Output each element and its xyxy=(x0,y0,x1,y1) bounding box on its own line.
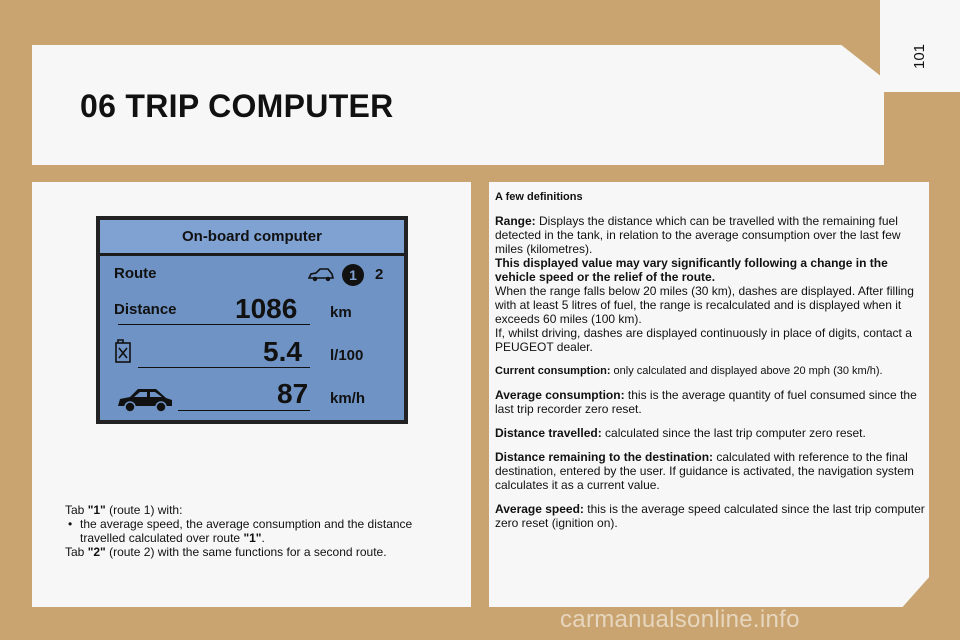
distance-travelled-definition: Distance travelled: calculated since the last trip computer zero reset. xyxy=(495,426,866,440)
distance-remaining-definition: Distance remaining to the destination: calculated with reference to the final destination, entered by the user. If guidance is activated, the navigation system calculates it as a current value. xyxy=(495,450,914,492)
average-speed-definition: Average speed: this is the average speed calculated since the last trip computer zero reset (ignition on). xyxy=(495,502,925,530)
consumption-value: 5.4 xyxy=(263,336,302,367)
distance-unit: km xyxy=(330,304,352,321)
caption-bullet-mark: • xyxy=(68,517,73,531)
caption-tab1: Tab "1" (route 1) with: xyxy=(65,503,183,517)
distance-underline xyxy=(118,324,310,325)
distance-value: 1086 xyxy=(235,293,298,324)
consumption-underline xyxy=(138,367,310,368)
range-warning: This displayed value may vary significantly following a change in the vehicle speed or the relief of the route. xyxy=(495,256,888,284)
average-consumption-definition: Average consumption: this is the average quantity of fuel consumed since the last trip recorder zero reset. xyxy=(495,388,917,416)
range-definition: Range: Displays the distance which can be travelled with the remaining fuel detected in the tank, in relation to the average consumption over the last few miles (kilometres). xyxy=(495,214,901,256)
page-number: 101 xyxy=(911,43,929,69)
watermark: carmanualsonline.info xyxy=(560,606,800,633)
definitions-heading: A few definitions xyxy=(495,191,583,203)
fuel-can-icon xyxy=(114,338,132,364)
route-1-badge[interactable]: 1 xyxy=(342,264,364,286)
route-label: Route xyxy=(114,265,157,282)
range-dealer-note: If, whilst driving, dashes are displayed continuously in place of digits, contact a PEUGEOT dealer. xyxy=(495,326,912,354)
car-side-icon xyxy=(116,386,174,414)
route-2-label[interactable]: 2 xyxy=(375,266,384,283)
consumption-unit: l/100 xyxy=(330,347,364,364)
distance-label: Distance xyxy=(114,301,177,318)
display-screen xyxy=(100,220,404,420)
page-title: 06 TRIP COMPUTER xyxy=(80,88,394,124)
speed-value: 87 xyxy=(277,378,309,409)
definitions xyxy=(495,190,927,530)
speed-unit: km/h xyxy=(330,390,366,407)
caption-bullet-cont: travelled calculated over route "1". xyxy=(80,531,265,545)
display-title: On-board computer xyxy=(100,220,404,256)
onboard-computer-display xyxy=(96,216,408,424)
speed-underline xyxy=(178,410,310,411)
car-icon xyxy=(308,268,334,282)
current-consumption-definition: Current consumption: only calculated and displayed above 20 mph (30 km/h). xyxy=(495,365,883,377)
range-dashes-note: When the range falls below 20 miles (30 km), dashes are displayed. After filling with at least 5 litres of fuel, the range is recalculated and is displayed when it exceeds 60 miles (100 km). xyxy=(495,284,914,326)
caption-bullet-text: the average speed, the average consumption and the distance xyxy=(80,517,413,531)
caption-tab2: Tab "2" (route 2) with the same functions for a second route. xyxy=(65,545,387,559)
